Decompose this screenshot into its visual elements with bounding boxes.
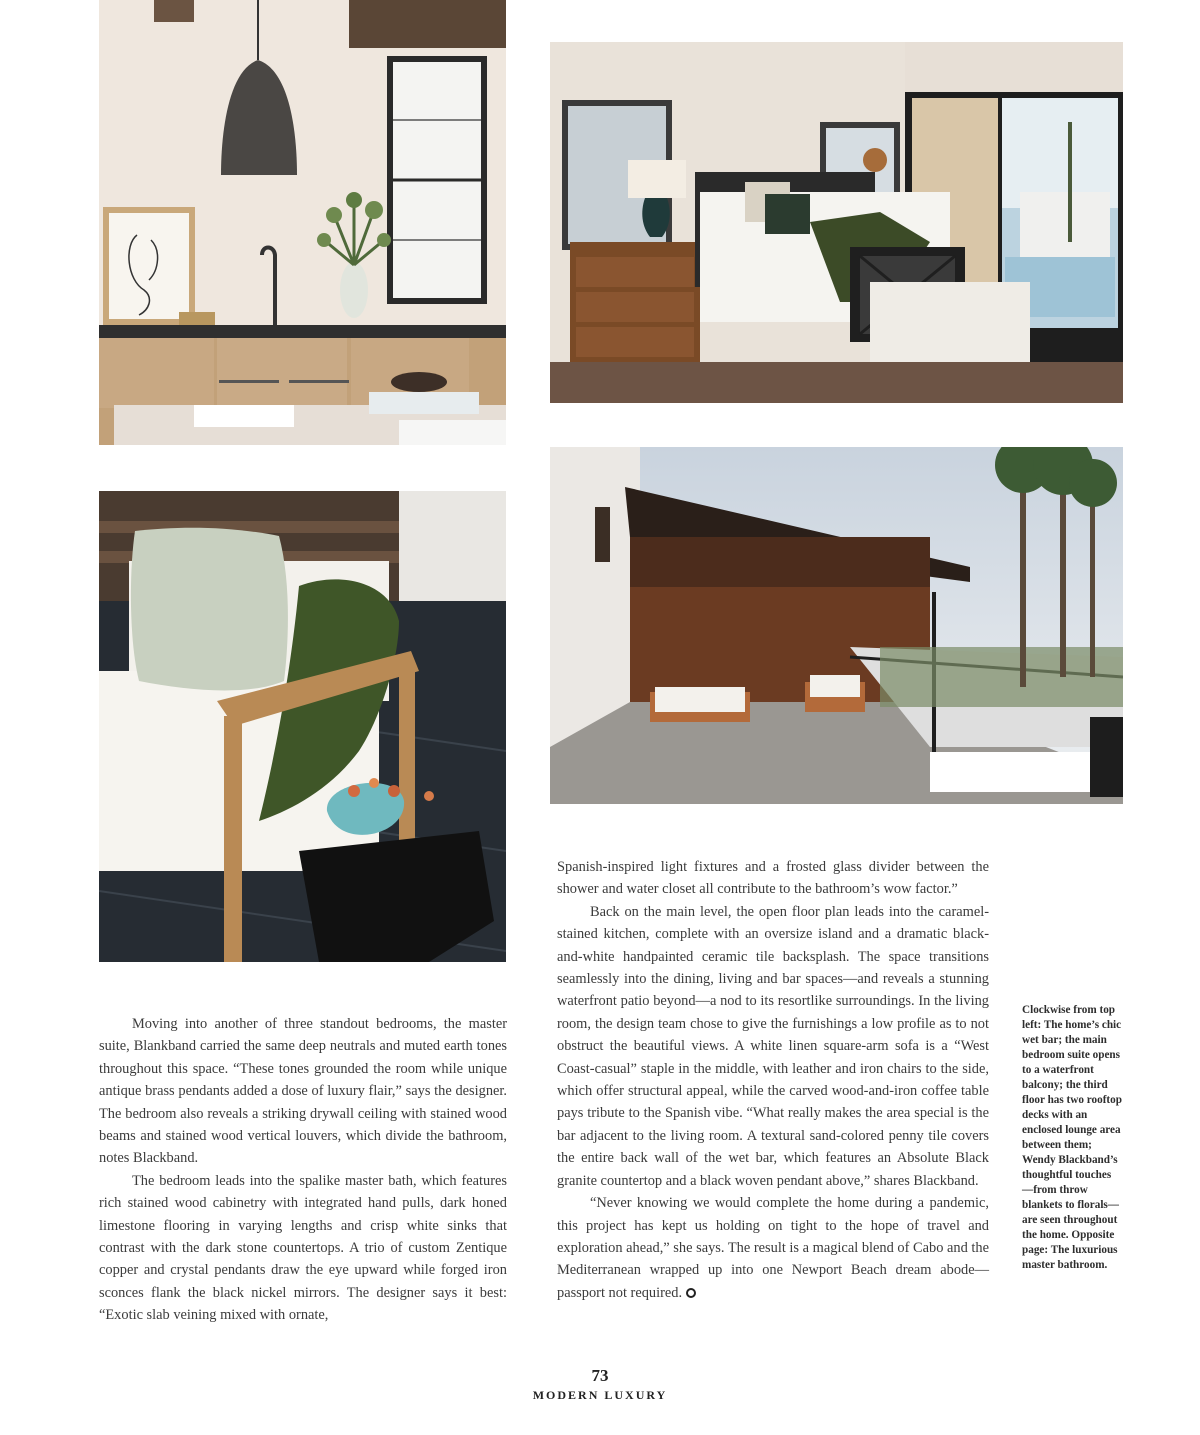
page-number: 73: [591, 1366, 609, 1385]
page-footer: [500, 1366, 700, 1403]
article-middle-column: [557, 856, 989, 1304]
end-mark-icon: [686, 1288, 696, 1298]
main-bedroom-photo: [550, 42, 1123, 403]
article-paragraph-final: [557, 1192, 989, 1304]
lounge-chair-photo: [99, 491, 506, 962]
article-left-column: [99, 1013, 507, 1327]
photo-caption: Clockwise from top left: The home’s chic wet bar; the main bedroom suite opens to a waterfront balcony; the third floor has two rooftop decks with an enclosed lounge area between them; Wendy Blackband’s thoughtful touches—from throw blankets to florals—are seen throughout the home. Opposite page: The luxurious master bathroom.: [1022, 1004, 1122, 1271]
article-paragraph: Back on the main level, the open floor plan leads into the caramel-stained kitchen, complete with an oversize island and a dramatic black-and-white handpainted ceramic tile backsplash. The space transitions seamlessly into the dining, living and bar spaces—and reveals a stunning waterfront patio beyond—a nod to its resortlike surroundings. In the living room, the design team chose to give the furnishings a low profile as to not obstruct the beautiful views. A white linen square-arm sofa is a “West Coast-casual” staple in the middle, with leather and iron chairs to the side, which offer structural appeal, while the carved wood-and-iron coffee table pays tribute to the Spanish vibe. “What really makes the area special is the bar adjacent to the living room. A textural sand-colored penny tile covers the entire back wall of the wet bar, which features an Absolute Black granite countertop and a black woven pendant above,” shares Blackband.: [557, 903, 989, 1189]
article-paragraph: Moving into another of three standout bedrooms, the master suite, Blankband carried the same deep neutrals and muted earth tones throughout this space. “These tones grounded the room while unique antique brass pendants added a dose of luxury flair,” says the designer. The bedroom also reveals a striking drywall ceiling with stained wood beams and stained wood vertical louvers, which divide the bathroom, notes Blackband.: [99, 1016, 507, 1167]
publication-name: MODERN LUXURY: [532, 1388, 668, 1402]
article-paragraph-text: “Never knowing we would complete the home during a pandemic, this project has kept us holding on tight to the hope of travel and exploration ahead,” she says. The result is a magical blend of Cabo and the Mediterranean wrapped up into one Newport Beach dream abode—passport not required.: [557, 1195, 989, 1301]
wet-bar-photo: [99, 0, 506, 445]
article-paragraph: Spanish-inspired light fixtures and a frosted glass divider between the shower and water closet all contribute to the bathroom’s wow factor.”: [557, 859, 989, 898]
article-paragraph: The bedroom leads into the spalike master bath, which features rich stained wood cabinetry with integrated hand pulls, dark honed limestone flooring in varying lengths and crisp white sinks that contrast with the dark stone countertops. A trio of custom Zentique copper and crystal pendants draw the eye upward while forged iron sconces flank the black nickel mirrors. The designer says it best: “Exotic slab veining mixed with ornate,: [99, 1172, 507, 1324]
rooftop-deck-photo: [550, 447, 1123, 804]
